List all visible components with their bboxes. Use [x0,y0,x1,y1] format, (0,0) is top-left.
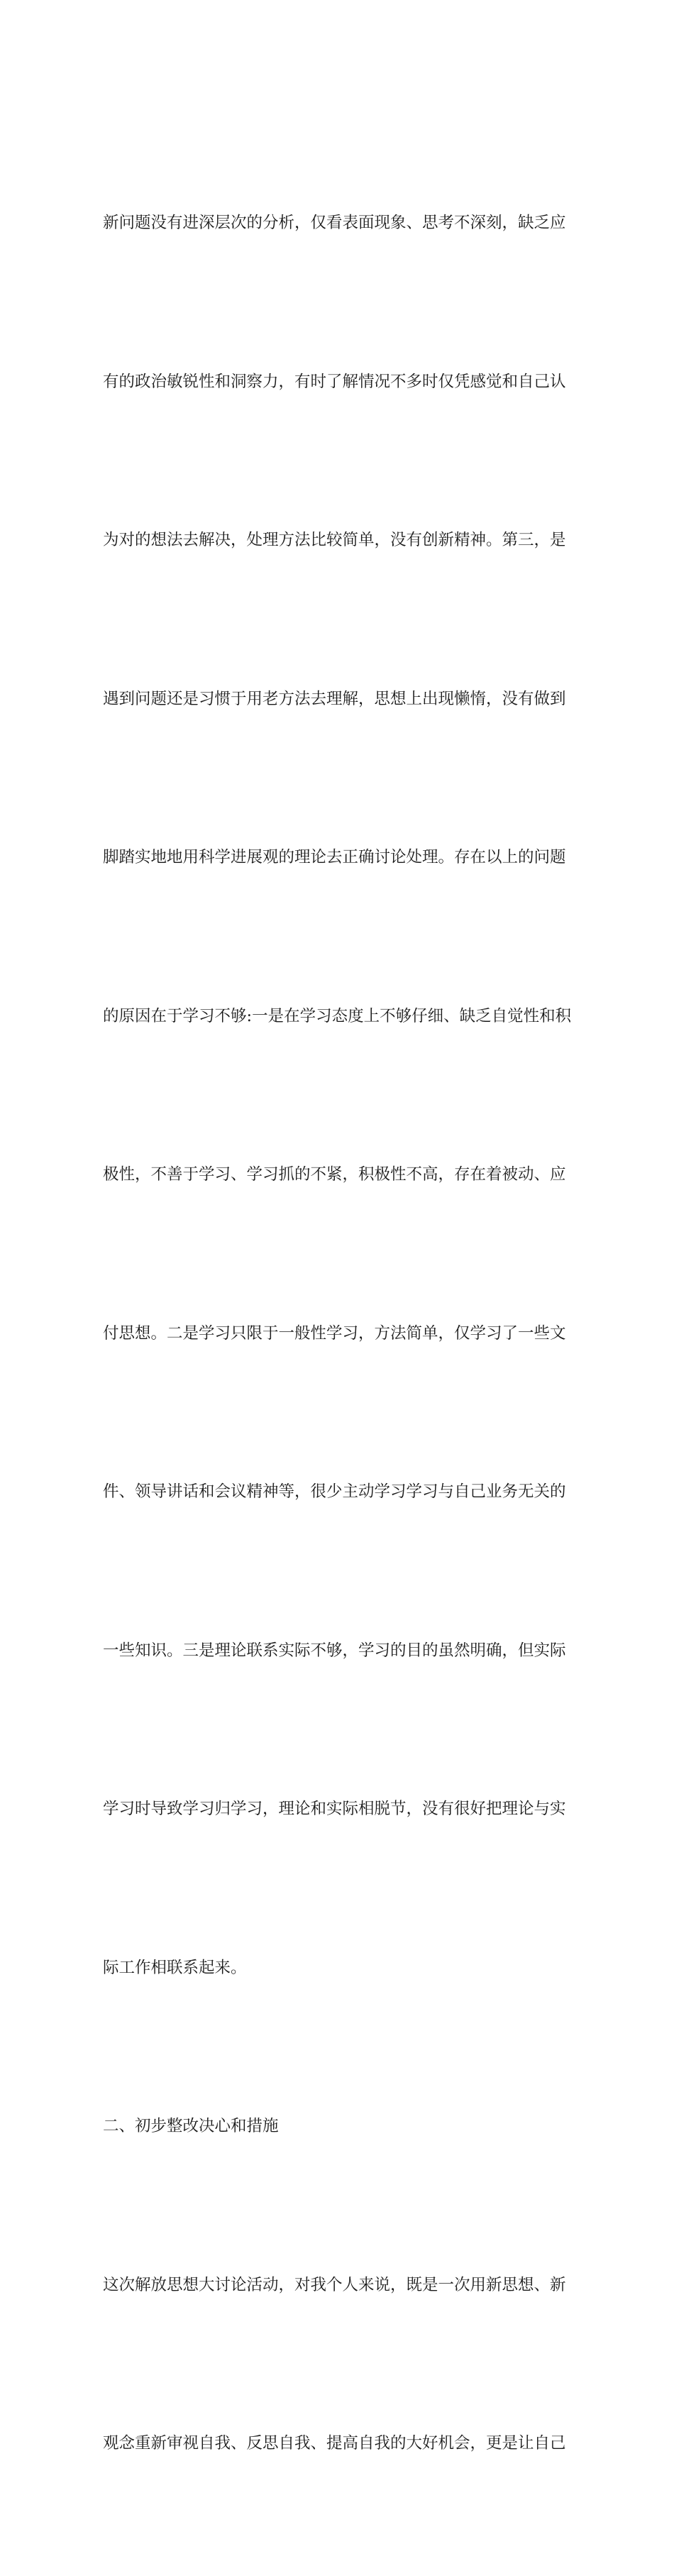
text-line: 这次解放思想大讨论活动，对我个人来说，既是一次用新思想、新 [103,2275,566,2294]
text-line: 极性，不善于学习、学习抓的不紧，积极性不高，存在着被动、应 [103,1165,566,1184]
paragraph-rectification [103,2153,575,2576]
text-line: 为对的想法去解决，处理方法比较简单，没有创新精神。第三，是 [103,531,566,549]
section-heading: 二、初步整改决心和措施 [103,2117,279,2135]
text-line: 付思想。二是学习只限于一般性学习，方法简单，仅学习了一些文 [103,1323,566,1343]
text-line: 的原因在于学习不够:一是在学习态度上不够仔细、缺乏自觉性和积 [103,1006,572,1025]
text-line: 际工作相联系起来。 [103,1958,247,1977]
text-line: 观念重新审视自我、反思自我、提高自我的大好机会，更是让自己 [103,2434,566,2453]
text-line: 新问题没有进深层次的分析，仅看表面现象、思考不深刻，缺乏应 [103,214,566,232]
document-body [103,91,575,2576]
text-line: 脚踏实地地用科学进展观的理论去正确讨论处理。存在以上的问题 [103,848,566,866]
text-line: 一些知识。三是理论联系实际不够，学习的目的虽然明确，但实际 [103,1641,566,1660]
text-line: 件、领导讲话和会议精神等，很少主动学习学习与自己业务无关的 [103,1482,566,1501]
text-line: 有的政治敏锐性和洞察力，有时了解情况不多时仅凭感觉和自己认 [103,372,566,391]
text-line: 遇到问题还是习惯于用老方法去理解，思想上出现懒惰，没有做到 [103,689,566,708]
paragraph-analysis [103,91,575,2100]
text-line: 学习时导致学习归学习，理论和实际相脱节，没有很好把理论与实 [103,1800,566,1818]
